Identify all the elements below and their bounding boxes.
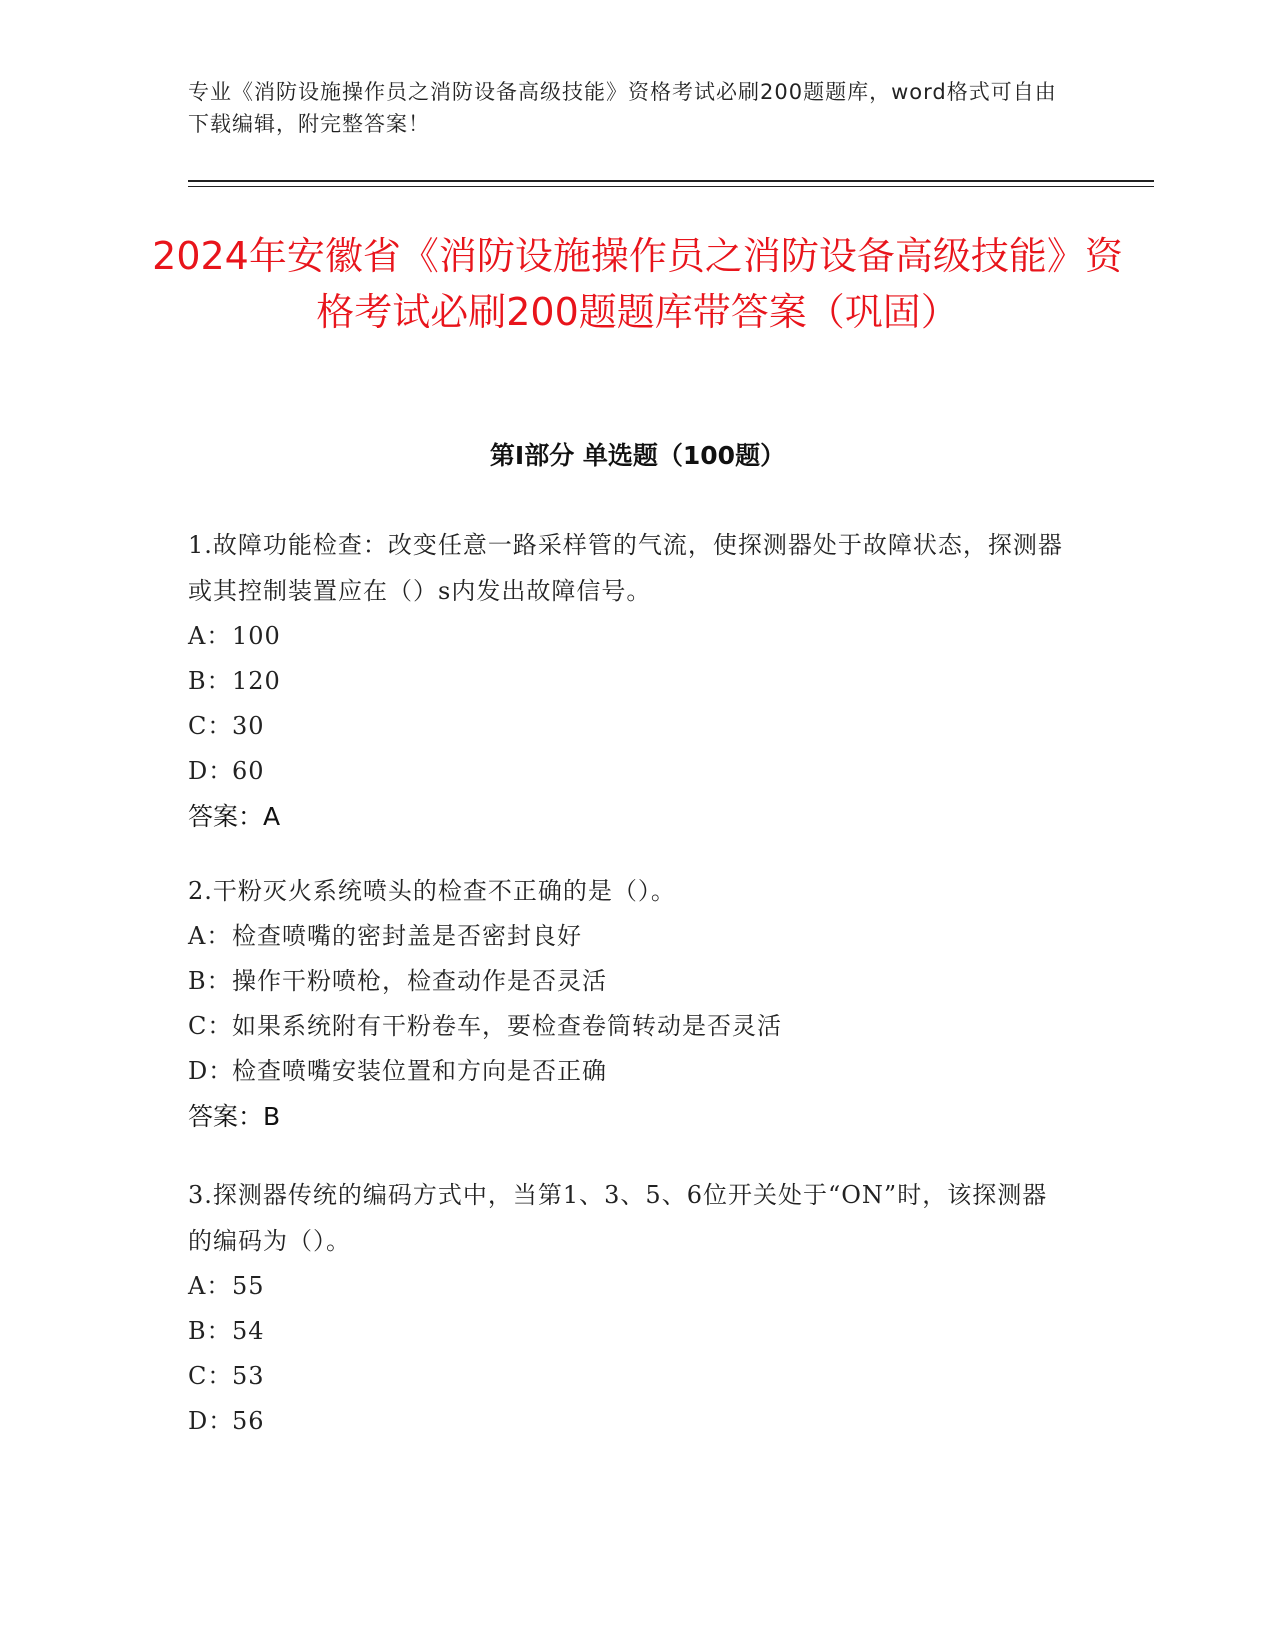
question-stem: 3.探测器传统的编码方式中，当第1、3、5、6位开关处于“ON”时，该探测器的编码为（）。 [188, 1181, 1048, 1255]
option-text: 30 [232, 712, 265, 740]
question-2 [188, 868, 1068, 1140]
option-key: A： [188, 1272, 232, 1300]
option-text: 56 [232, 1407, 265, 1435]
option-key: C： [188, 1362, 233, 1390]
option-c [188, 704, 1068, 749]
option-a [188, 614, 1068, 659]
answer-line: 答案：A [188, 802, 281, 831]
question-stem: 1.故障功能检查：改变任意一路采样管的气流，使探测器处于故障状态，探测器或其控制装置应在（）s内发出故障信号。 [188, 531, 1063, 605]
option-text: 54 [232, 1317, 265, 1345]
option-text: 检查喷嘴安装位置和方向是否正确 [232, 1057, 607, 1085]
option-a [188, 914, 1068, 959]
option-a [188, 1264, 1068, 1309]
option-text: 如果系统附有干粉卷车，要检查卷筒转动是否灵活 [232, 1012, 782, 1040]
option-b [188, 959, 1068, 1004]
answer-line: 答案：B [188, 1102, 281, 1131]
header-note: 专业《消防设施操作员之消防设备高级技能》资格考试必刷200题题库，word格式可自由下载编辑，附完整答案！ [188, 80, 1057, 136]
option-c [188, 1354, 1068, 1399]
option-key: A： [188, 622, 232, 650]
option-key: B： [188, 667, 232, 695]
header-rule-thick [188, 180, 1154, 182]
option-b [188, 659, 1068, 704]
question-3 [188, 1172, 1068, 1444]
option-text: 60 [232, 757, 265, 785]
question-stem: 2.干粉灭火系统喷头的检查不正确的是（）。 [188, 877, 676, 905]
question-1 [188, 522, 1068, 840]
option-d [188, 1049, 1068, 1094]
option-text: 120 [232, 667, 281, 695]
option-c [188, 1004, 1068, 1049]
option-text: 53 [232, 1362, 265, 1390]
option-text: 55 [232, 1272, 265, 1300]
option-text: 检查喷嘴的密封盖是否密封良好 [232, 922, 582, 950]
option-key: D： [188, 757, 234, 785]
option-key: B： [188, 1317, 232, 1345]
option-key: C： [188, 1012, 233, 1040]
document-title: 2024年安徽省《消防设施操作员之消防设备高级技能》资格考试必刷200题题库带答案（巩固） [152, 234, 1123, 334]
option-key: B： [188, 967, 232, 995]
header-rule-thin [188, 186, 1154, 187]
option-b [188, 1309, 1068, 1354]
option-d [188, 749, 1068, 794]
option-key: C： [188, 712, 233, 740]
option-key: D： [188, 1407, 234, 1435]
option-d [188, 1399, 1068, 1444]
section-heading: 第I部分 单选题（100题） [489, 441, 786, 470]
option-text: 操作干粉喷枪，检查动作是否灵活 [232, 967, 607, 995]
option-key: A： [188, 922, 232, 950]
option-key: D： [188, 1057, 234, 1085]
option-text: 100 [232, 622, 281, 650]
